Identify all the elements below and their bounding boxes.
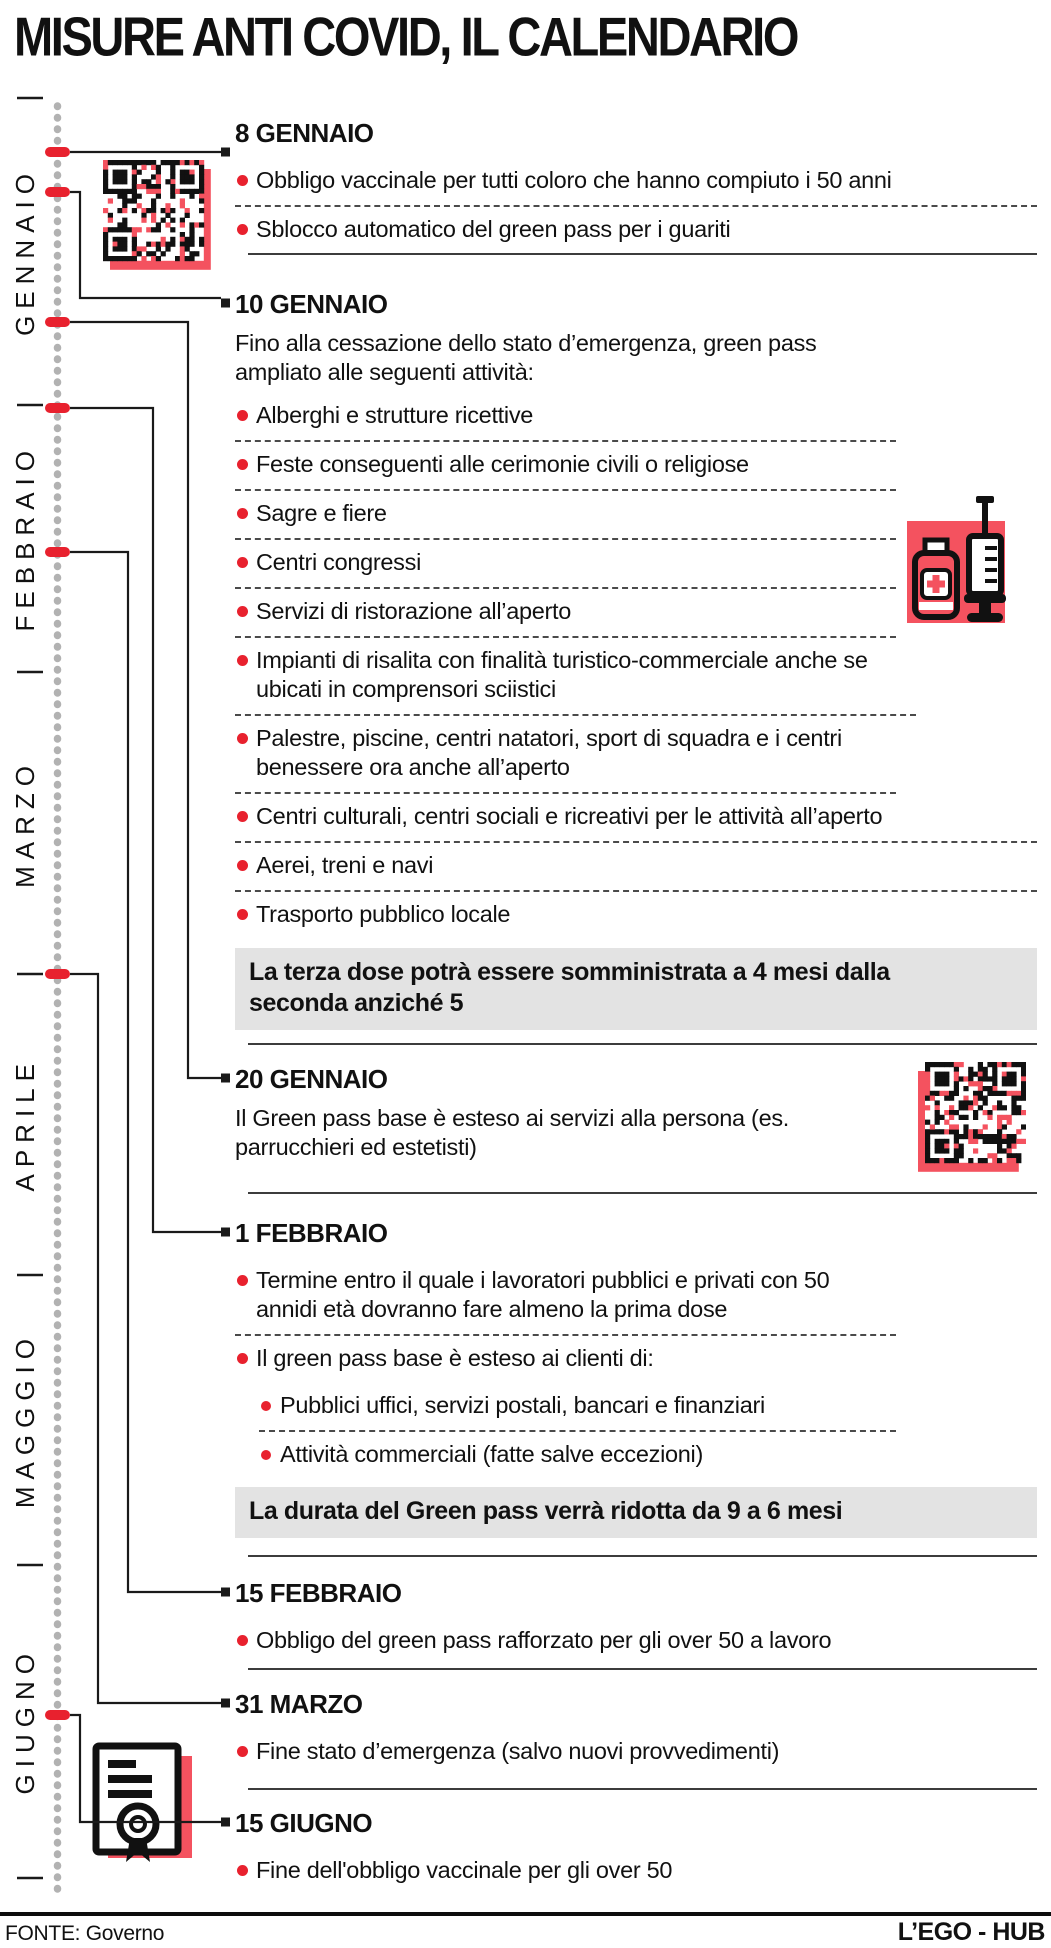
- certificate-icon: [92, 1742, 194, 1871]
- section-intro: Fino alla cessazione dello stato d’emergenza, green pass ampliato alle seguenti attività:: [235, 330, 817, 385]
- section-divider: [248, 1043, 1037, 1045]
- section-1-febbraio: [235, 1218, 1037, 1479]
- section-date: 20 GENNAIO: [235, 1064, 388, 1094]
- section-divider: [248, 1192, 1037, 1194]
- section-15-giugno: [235, 1808, 1037, 1895]
- section-10-gennaio: [235, 289, 1037, 939]
- section-divider: [248, 1788, 1037, 1790]
- list-item: Impianti di risalita con finalità turistico-commerciale anche se ubicati in comprensori sciistici: [235, 638, 916, 716]
- section-date: 31 MARZO: [235, 1689, 363, 1719]
- list-item: Feste conseguenti alle cerimonie civili o religiose: [235, 442, 896, 491]
- highlight-box: La terza dose potrà essere somministrata a 4 mesi dalla seconda anziché 5: [235, 948, 1037, 1030]
- bullet-icon: [237, 557, 248, 568]
- list-item: Servizi di ristorazione all’aperto: [235, 589, 896, 638]
- bullet-icon: [237, 1353, 248, 1364]
- list-item: Trasporto pubblico locale: [235, 892, 1037, 939]
- section-31-marzo: [235, 1689, 1037, 1776]
- section-15-febbraio: [235, 1578, 1037, 1665]
- list-item: Obbligo del green pass rafforzato per gli over 50 a lavoro: [235, 1618, 1037, 1665]
- list-item: Sblocco automatico del green pass per i guariti: [235, 207, 1037, 254]
- list-item: Centri congressi: [235, 540, 896, 589]
- bullet-icon: [237, 1635, 248, 1646]
- section-intro: Il Green pass base è esteso ai servizi alla persona (es. parrucchieri ed estetisti): [235, 1105, 790, 1160]
- section-date: 10 GENNAIO: [235, 289, 388, 319]
- qr-code-icon: [103, 160, 211, 275]
- month-label-marzo: MARZO: [9, 758, 40, 888]
- section-date: 8 GENNAIO: [235, 118, 374, 148]
- footer-source: FONTE: Governo: [5, 1922, 165, 1945]
- month-label-gennaio: GENNAIO: [9, 166, 40, 336]
- section-date: 15 GIUGNO: [235, 1808, 373, 1838]
- bullet-icon: [261, 1401, 271, 1411]
- bullet-icon: [237, 224, 248, 235]
- month-label-giugno: GIUGNO: [9, 1647, 40, 1795]
- list-item: Alberghi e strutture ricettive: [235, 393, 896, 442]
- month-label-febbraio: FEBBRAIO: [9, 444, 40, 632]
- bullet-icon: [261, 1450, 271, 1460]
- bullet-icon: [237, 1746, 248, 1757]
- bullet-icon: [237, 860, 248, 871]
- list-item: Termine entro il quale i lavoratori pubblici e privati con 50 annidi età dovranno fare almeno la prima dose: [235, 1258, 896, 1336]
- section-date: 15 FEBBRAIO: [235, 1578, 402, 1608]
- highlight-box: La durata del Green pass verrà ridotta da 9 a 6 mesi: [235, 1487, 1037, 1538]
- section-20-gennaio: [235, 1064, 1037, 1168]
- month-label-magggio: MAGGGIO: [9, 1331, 40, 1509]
- footer-credit: L’EGO - HUB: [897, 1918, 1045, 1946]
- section-date: 1 FEBBRAIO: [235, 1218, 388, 1248]
- bullet-icon: [237, 606, 248, 617]
- bullet-icon: [237, 811, 248, 822]
- section-divider: [248, 253, 1037, 255]
- month-label-aprile: APRILE: [9, 1056, 40, 1192]
- page-title: MISURE ANTI COVID, IL CALENDARIO: [14, 7, 798, 68]
- bullet-icon: [237, 459, 248, 470]
- bullet-icon: [237, 909, 248, 920]
- list-item: Sagre e fiere: [235, 491, 896, 540]
- bullet-icon: [237, 410, 248, 421]
- list-item: Aerei, treni e navi: [235, 843, 1037, 892]
- section-8-gennaio: [235, 118, 1037, 254]
- section-divider: [248, 1668, 1037, 1670]
- bullet-icon: [237, 508, 248, 519]
- list-item: Palestre, piscine, centri natatori, sport di squadra e i centri benessere ora anche all’aperto: [235, 716, 896, 794]
- bullet-icon: [237, 1275, 248, 1286]
- section-divider: [248, 1555, 1037, 1557]
- list-item: Fine stato d’emergenza (salvo nuovi provvedimenti): [235, 1729, 1037, 1776]
- list-item: Fine dell'obbligo vaccinale per gli over 50: [235, 1848, 1037, 1895]
- footer-divider: [0, 1912, 1051, 1916]
- bullet-icon: [237, 733, 248, 744]
- list-item: Obbligo vaccinale per tutti coloro che hanno compiuto i 50 anni: [235, 158, 1037, 207]
- list-item: Centri culturali, centri sociali e ricreativi per le attività all’aperto: [235, 794, 1037, 843]
- bullet-icon: [237, 175, 248, 186]
- bullet-icon: [237, 1865, 248, 1876]
- list-item: Attività commerciali (fatte salve eccezioni): [259, 1432, 1037, 1479]
- bullet-icon: [237, 655, 248, 666]
- list-item: Il green pass base è esteso ai clienti di:: [235, 1336, 1037, 1383]
- list-item: Pubblici uffici, servizi postali, bancari e finanziari: [259, 1383, 896, 1432]
